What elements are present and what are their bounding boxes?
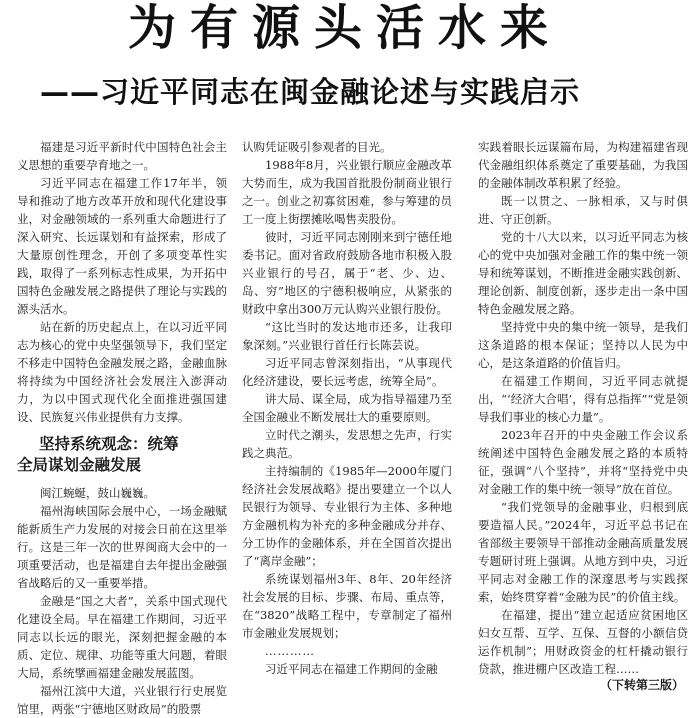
paragraph: 福州海峡国际会展中心，一场金融赋能新质生产力发展的对接会日前在这里举行。这是三年一次的世界闽商大会中的一项重要活动，也是福建自去年提出金融强省战略后的又一重要举措。 — [17, 504, 227, 590]
paragraph: 1988年8月，兴业银行顺应金融改革大势而生，成为我国首批股份制商业银行之一。创业之初寡贫困难，参与筹建的员工一度上街摆摊吆喝售卖股份。 — [242, 158, 452, 226]
paragraph: 既一以贯之、一脉相承，又与时俱进、守正创新。 — [478, 194, 688, 226]
paragraph: 主持编制的《1985年—2000年厦门经济社会发展战略》提出要建立一个以人民银行为领导、专业银行为主体、多种地方金融机构为补充的多种金融成分并存、分工协作的金融体系，并在全国首次提出了“离岸金融”； — [242, 464, 452, 568]
section-heading-line-1: 坚持系统观念：统筹 — [39, 435, 179, 453]
paragraph: 习近平同志曾深刻指出，“从事现代化经济建设，要长远考虑，统筹全局”。 — [242, 356, 452, 388]
paragraph: 闽江蜿蜒，鼓山巍巍。 — [40, 486, 155, 500]
paragraph: 讲大局、谋全局，成为指导福建乃至全国金融业不断发展壮大的重要原则。 — [242, 392, 452, 424]
paragraph: 系统谋划福州3年、8年、20年经济社会发展的目标、步骤、布局、重点等，在“3820”战略工程中，专章制定了福州市金融业发展规划； — [242, 572, 452, 640]
paragraph: 彼时，习近平同志刚刚来到宁德任地委书记。面对省政府鼓励各地市积极入股兴业银行的号召，属于“老、少、边、岛、穷”地区的宁德积极响应，从紧张的财政中拿出300万元认购兴业银行股份。 — [242, 230, 452, 316]
paragraph: 在福建，提出“建立起适应贫困地区妇女互帮、互学、互保、互督的小额信贷运作机制”；用财政资金的杠杆撬动银行贷款，推进棚户区改造工程…… — [478, 608, 688, 676]
paragraph: 福建是习近平新时代中国特色社会主义思想的重要孕育地之一。 — [17, 140, 227, 172]
paragraph: 福州江滨中大道，兴业银行行史展览馆里，两张“宁德地区财政局”的股票 — [17, 684, 227, 716]
paragraph: 党的十八大以来，以习近平同志为核心的党中央加强对金融工作的集中统一领导和统筹谋划，不断推进金融实践创新、理论创新、制度创新，逐步走出一条中国特色金融发展之路。 — [478, 230, 688, 316]
paragraph: 坚持党中央的集中统一领导，是我们这条道路的根本保证；坚持以人民为中心，是这条道路的价值旨归。 — [478, 320, 688, 370]
paragraph: 实践着眼长远谋篇布局，为构建福建省现代金融组织体系奠定了重要基础，为我国的金融体制改革积累了经验。 — [478, 140, 688, 190]
section-heading — [17, 434, 227, 476]
paragraph: “我们党领导的金融事业，归根到底要造福人民。”2024年，习近平总书记在省部级主要领导干部推动金融高质量发展专题研讨班上强调。从地方到中央，习近平同志对金融工作的深邃思考与实践探索，始终贯穿着“金融为民”的价值主线。 — [478, 500, 688, 604]
paragraph: 2023年召开的中央金融工作会议系统阐述中国特色金融发展之路的本质特征，强调“八个坚持”，并将“坚持党中央对金融工作的集中统一领导”放在首位。 — [478, 428, 688, 496]
subheadline: ——习近平同志在闽金融论述与实践启示 — [40, 75, 581, 109]
ellipsis: ………… — [265, 644, 315, 658]
continued-note: （下转第三版） — [599, 678, 684, 692]
paragraph: 习近平同志在福建工作17年半，领导和推动了地方改革开放和现代化建设事业，对金融领域的一系列重大命题进行了深入研究、长远谋划和有益探索，形成了大量原创性理念，开创了多项变革性实践，取得了一系列标志性成果，为开拓中国特色金融发展之路提供了理论与实践的源头活水。 — [17, 176, 227, 316]
paragraph: 习近平同志在福建工作期间的金融 — [265, 662, 438, 676]
section-heading-line-2: 全局谋划金融发展 — [17, 456, 142, 474]
article-column-3 — [478, 138, 688, 698]
paragraph: 认购凭证吸引参观者的目光。 — [242, 140, 392, 154]
article-column-2 — [242, 138, 452, 698]
article-column-1 — [17, 138, 227, 716]
paragraph: 站在新的历史起点上，在以习近平同志为核心的党中央坚强领导下，我们坚定不移走中国特色金融发展之路，金融血脉将持续为中国经济社会发展注入澎湃动力，为以中国式现代化全面推进强国建设、民族复兴伟业提供有力支撑。 — [17, 320, 227, 424]
paragraph: “这比当时的发达地市还多，让我印象深刻。”兴业银行首任行长陈芸说。 — [242, 320, 452, 352]
paragraph: 金融是“国之大者”，关系中国式现代化建设全局。早在福建工作期间，习近平同志以长远的眼光，深刻把握金融的本质、定位、规律、功能等重大问题，着眼大局，系统擘画福建金融发展蓝图。 — [17, 594, 227, 680]
paragraph: 立时代之潮头，发思想之先声，行实践之典范。 — [242, 428, 452, 460]
paragraph: 在福建工作期间，习近平同志就提出，“‘经济大合唱’，得有总指挥”“党是领导我们事业的核心力量”。 — [478, 374, 688, 424]
headline: 为有源头活水来 — [127, 0, 562, 56]
